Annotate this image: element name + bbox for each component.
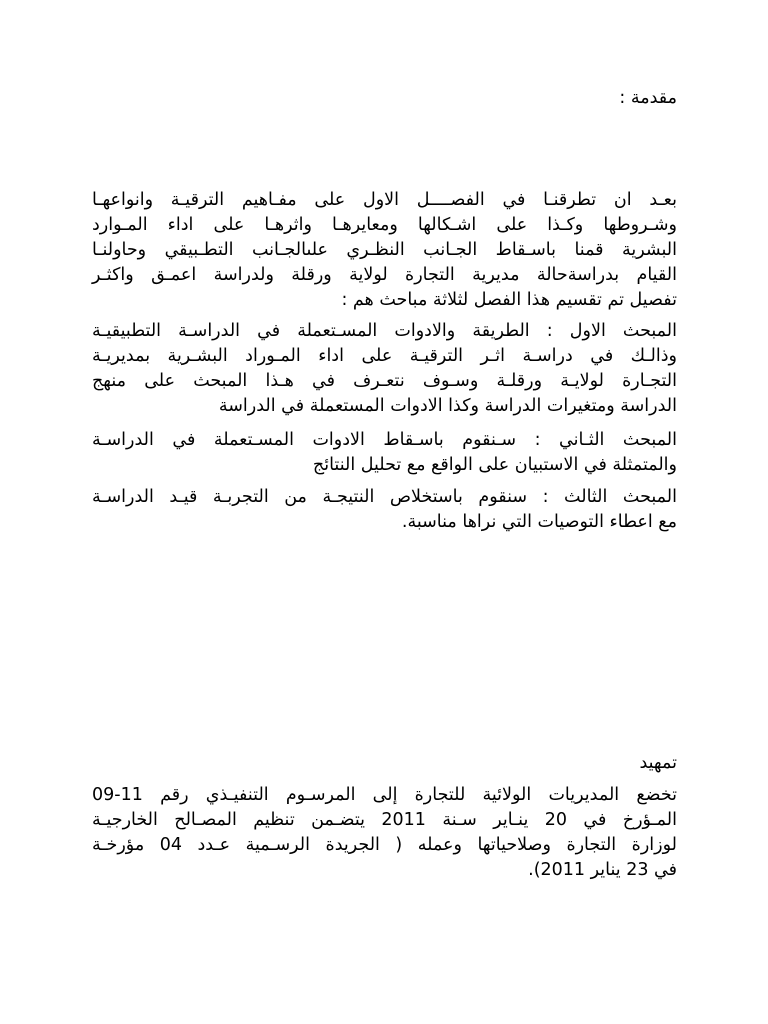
first-section-paragraph [92, 319, 677, 419]
paragraph-line: التجـارة لولايـة ورقلـة وسـوف نتعـرف في هـذا المبحث على منهج [92, 371, 677, 391]
paragraph-line: القيام بدراسةحالة مديرية التجارة لولاية ورقلة ولدراسة اعمـق واكثـر [92, 265, 677, 285]
paragraph-line: لوزارة التجارة وصلاحياتها وعمله ( الجريدة الرسـمية عـدد 04 مؤرخـة [92, 835, 677, 855]
paragraph-line: بعـد ان تطرقنـا في الفصــــل الاول على مفـاهيم الترقيـة وانواعهـا [92, 190, 677, 210]
intro-paragraph [92, 188, 677, 313]
paragraph-line: البشرية قمنا باسـقاط الجـانب النظـري علىالجـانب التطـبيقي وحاولنـا [92, 240, 677, 260]
paragraph-line: المـؤرخ في 20 ينـاير سـنة 2011 يتضـمن تنظيم المصـالح الخارجيـة [92, 810, 677, 830]
paragraph-line: المبحث الاول : الطريقة والادوات المسـتعملة في الدراسـة التطبيقيـة [92, 321, 677, 341]
paragraph-line: المبحث الثـاني : سـنقوم باسـقاط الادوات المسـتعملة في الدراسـة [92, 430, 677, 450]
paragraph-line: وذالـك في دراسـة اثـر الترقيـة على اداء المـوراد البشـرية بمديريـة [92, 346, 677, 366]
paragraph-line: المبحث الثالث : سنقوم باستخلاص النتيجـة من التجربـة قيـد الدراسـة [92, 487, 677, 507]
paragraph-line: تفصيل تم تقسيم هذا الفصل لثلاثة مباحث هم : [341, 290, 677, 310]
third-section-paragraph [92, 485, 677, 535]
paragraph-line: الدراسة ومتغيرات الدراسة وكذا الادوات المستعملة في الدراسة [218, 396, 677, 416]
second-section-paragraph [92, 428, 677, 478]
section-heading-preface: تمهيد [639, 753, 677, 773]
paragraph-line: في 23 يناير 2011). [528, 860, 677, 880]
paragraph-line: والمتمثلة في الاستبيان على الواقع مع تحليل النتائج [312, 455, 677, 475]
paragraph-line: وشـروطها وكـذا على اشـكالها ومعايرهـا واثرهـا على اداء المـوارد [92, 215, 677, 235]
paragraph-line: تخضع المديريات الولائية للتجارة إلى المرسـوم التنفيـذي رقم 11-09 [92, 785, 677, 805]
paragraph-line: مع اعطاء التوصيات التي نراها مناسبة. [401, 512, 677, 532]
preface-paragraph [92, 783, 677, 883]
section-heading-intro: مقدمة : [619, 88, 677, 108]
